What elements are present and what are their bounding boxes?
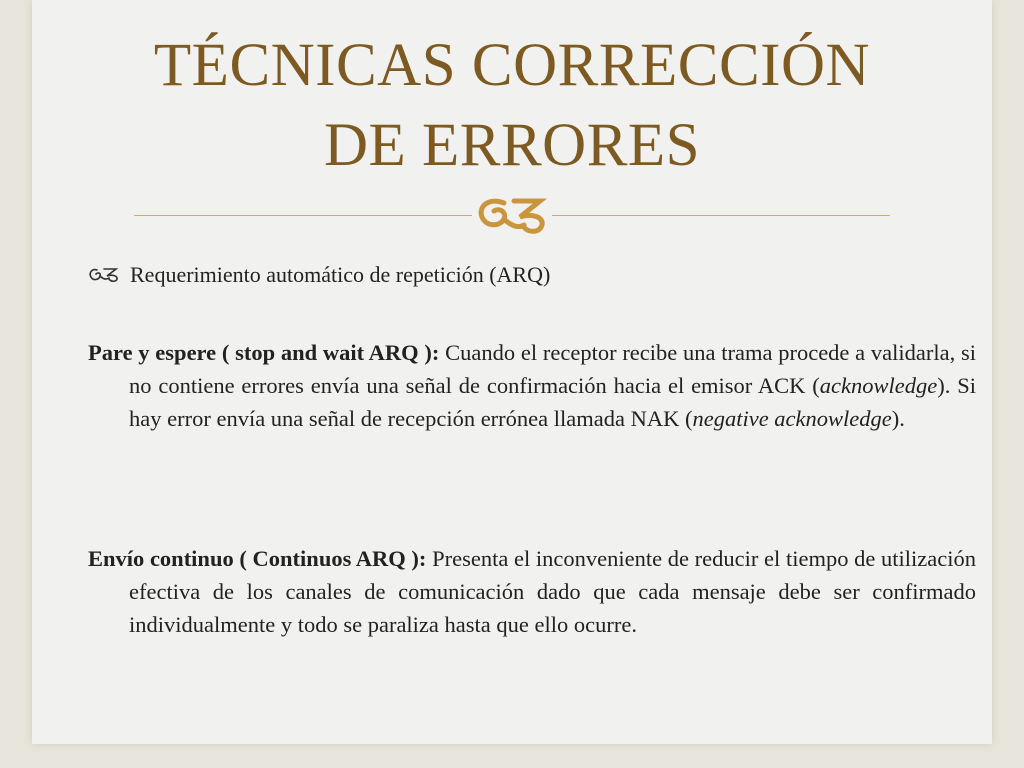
paragraph-text: Cuando el receptor recibe una trama procede a validarla, si no contiene errores envía una señal de confirmación hacia el emisor ACK ( [129,340,976,398]
slide-title [40,26,984,186]
paragraph-text: Presenta el inconveniente de reducir el tiempo de utilización efectiva de los canales de comunicación dado que cada mensaje debe ser confirmado individualmente y todo se paraliza hasta que ello ocurre. [129,546,976,637]
paragraph-continuous-arq [88,542,976,641]
paragraph-term: Envío continuo ( Continuos ARQ ): [88,546,427,571]
paragraph-term: Pare y espere ( stop and wait ARQ ): [88,340,440,365]
paragraph-stop-and-wait [88,336,976,435]
paragraph-italic-term: acknowledge [819,373,938,398]
decorative-scroll-icon [474,191,550,239]
bullet-text: Requerimiento automático de repetición (ARQ) [130,262,551,287]
title-divider-left [134,215,472,216]
scroll-bullet-icon [88,266,120,284]
paragraph-text: ). [891,406,905,431]
slide-title-line-2: DE ERRORES [323,112,701,179]
slide-title-line-1: TÉCNICAS CORRECCIÓN [153,32,871,99]
title-divider-right [552,215,890,216]
paragraph-italic-term: negative acknowledge [692,406,892,431]
bullet-item [88,258,948,292]
paragraph-text: ). Si hay error envía una señal de recepción errónea llamada NAK ( [129,373,976,431]
